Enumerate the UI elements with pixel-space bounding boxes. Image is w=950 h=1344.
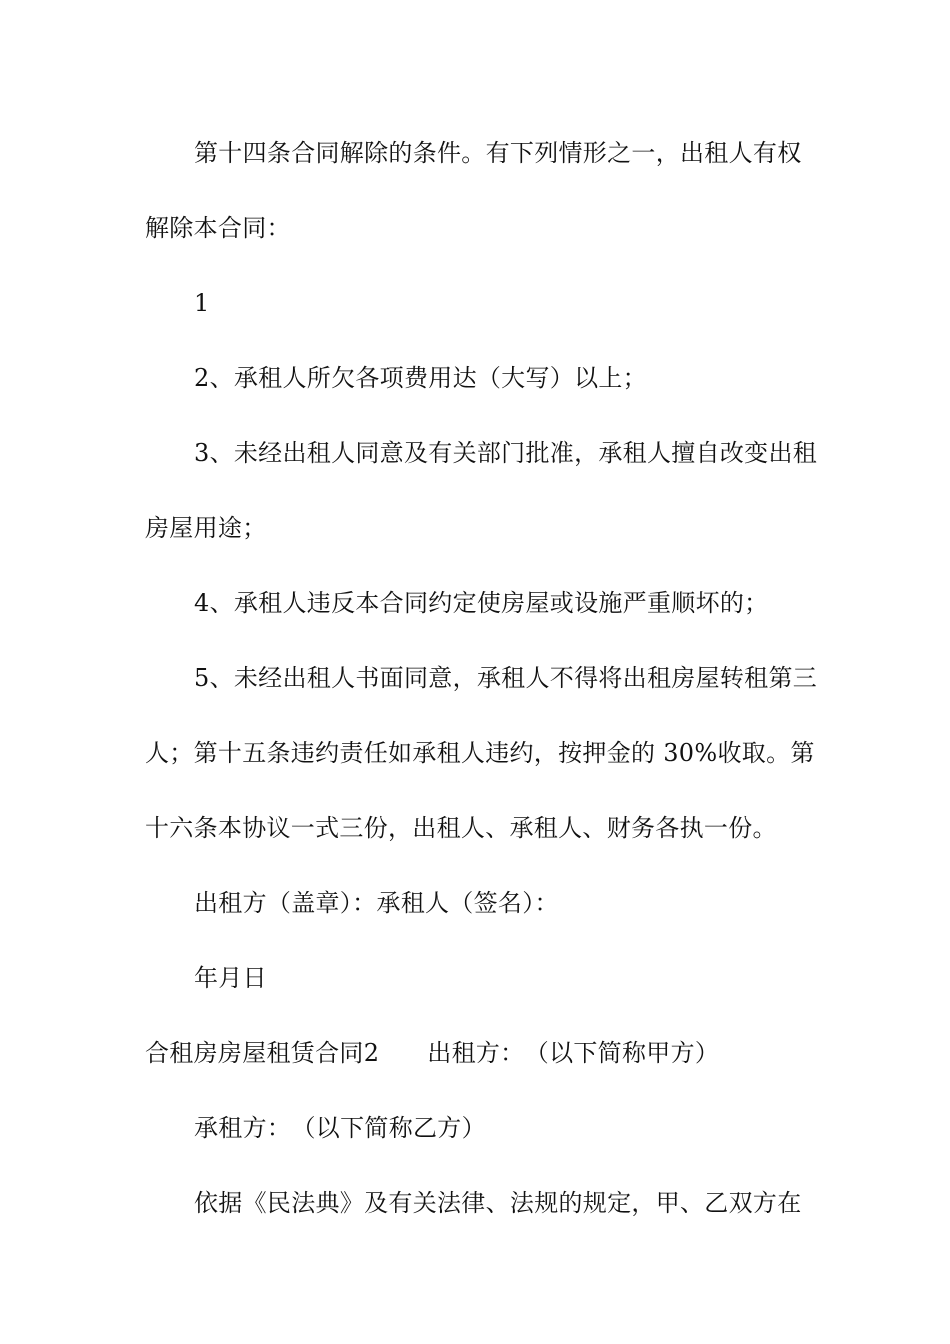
- list-item: 3、未经出租人同意及有关部门批准，承租人擅自改变出租: [194, 439, 818, 467]
- list-item-continuation: 房屋用途；: [145, 514, 267, 542]
- contract-heading: [145, 1038, 719, 1068]
- lessee-line: 承租方： （以下简称乙方）: [194, 1114, 486, 1142]
- paragraph-line: 解除本合同：: [145, 214, 291, 242]
- lessor-line: 出租方： （以下简称甲方）: [427, 1039, 720, 1067]
- paragraph-line: 依据《民法典》及有关法律、法规的规定，甲、乙双方在: [194, 1189, 802, 1217]
- list-item: 2、承租人所欠各项费用达（大写）以上；: [194, 364, 647, 392]
- paragraph-line: 人；第十五条违约责任如承租人违约，按押金的 30%收取。第: [145, 739, 815, 767]
- contract-title: 合租房房屋租赁合同2: [145, 1039, 380, 1067]
- signature-line: 出租方（盖章）：承租人（签名）：: [194, 889, 559, 917]
- date-line: 年月日: [194, 964, 267, 992]
- paragraph-line: 第十四条合同解除的条件。有下列情形之一，出租人有权: [194, 139, 802, 167]
- paragraph-line: 十六条本协议一式三份，出租人、承租人、财务各执一份。: [145, 814, 777, 842]
- list-item: 5、未经出租人书面同意，承租人不得将出租房屋转租第三: [194, 664, 818, 692]
- list-item-number: 1: [194, 289, 210, 317]
- list-item: 4、承租人违反本合同约定使房屋或设施严重顺坏的；: [194, 589, 769, 617]
